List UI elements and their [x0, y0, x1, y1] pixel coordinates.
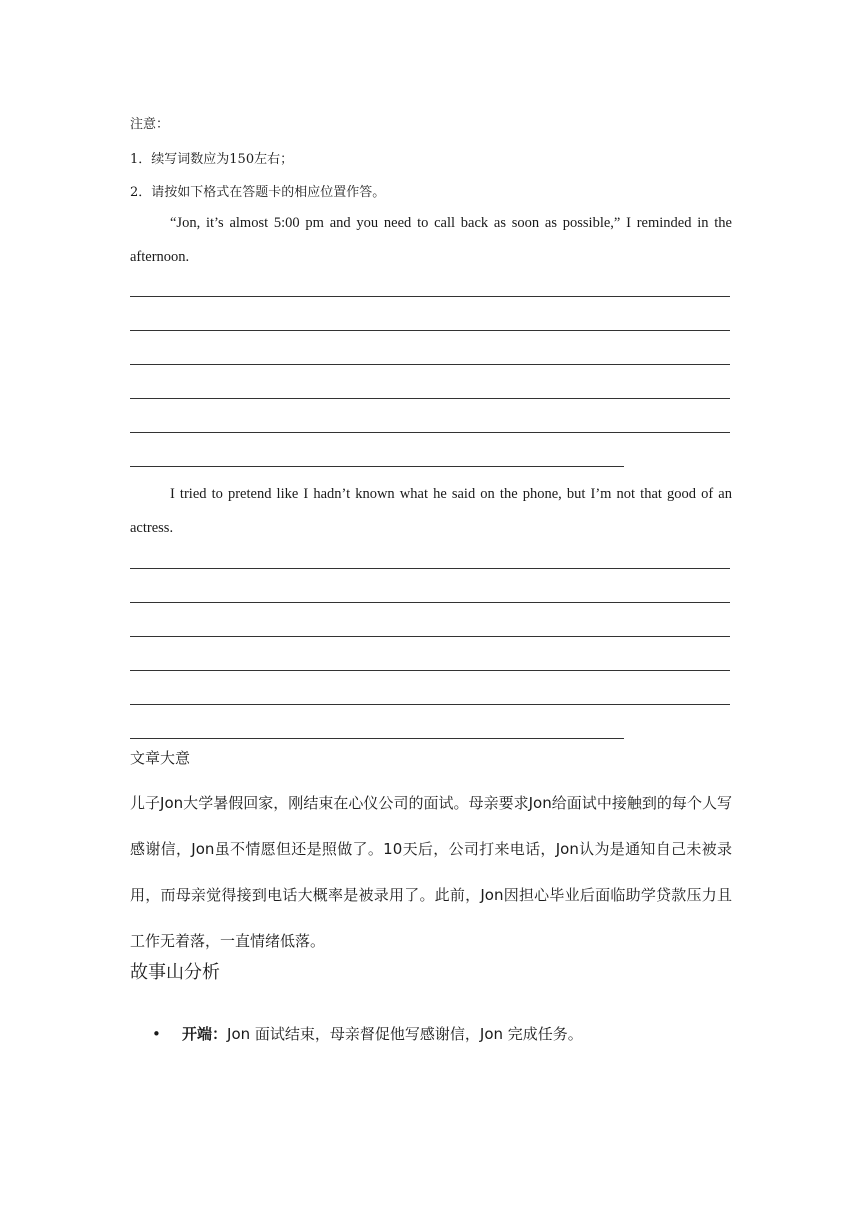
writing-line [130, 738, 624, 739]
bullet-text [182, 1023, 583, 1044]
paragraph-1-opening: “Jon, it’s almost 5:00 pm and you need to call back as soon as possible,” I reminded in the afternoon. [130, 215, 732, 265]
paragraph-2-opening: I tried to pretend like I hadn’t known what he said on the phone, but I’m not that good of an actress. [130, 486, 732, 536]
bullet-dot-icon: • [152, 1025, 161, 1043]
writing-line [130, 704, 730, 705]
writing-line [130, 432, 730, 433]
writing-line [130, 636, 730, 637]
bullet-content: Jon 面试结束，母亲督促他写感谢信，Jon 完成任务。 [227, 1025, 583, 1043]
notes-heading: 注意： [130, 117, 170, 132]
writing-line [130, 568, 730, 569]
writing-line [130, 330, 730, 331]
writing-line [130, 398, 730, 399]
notes-item-2: 2．请按如下格式在答题卡的相应位置作答。 [130, 185, 386, 200]
bullet-label: 开端： [182, 1025, 228, 1043]
summary-title: 文章大意 [130, 749, 191, 767]
writing-line [130, 364, 730, 365]
writing-line [130, 602, 730, 603]
summary-text: 儿子Jon大学暑假回家，刚结束在心仪公司的面试。母亲要求Jon给面试中接触到的每个人写感谢信，Jon虽不情愿但还是照做了。10天后，公司打来电话，Jon认为是通知自己未被录用，而母亲觉得接到电话大概率是被录用了。此前，Jon因担心毕业后面临助学贷款压力且工作无着落，一直情绪低落。 [130, 794, 732, 950]
notes-item-1: 1．续写词数应为150左右； [130, 152, 294, 167]
writing-line [130, 466, 624, 467]
writing-line [130, 670, 730, 671]
writing-line [130, 296, 730, 297]
analysis-title: 故事山分析 [130, 962, 220, 983]
